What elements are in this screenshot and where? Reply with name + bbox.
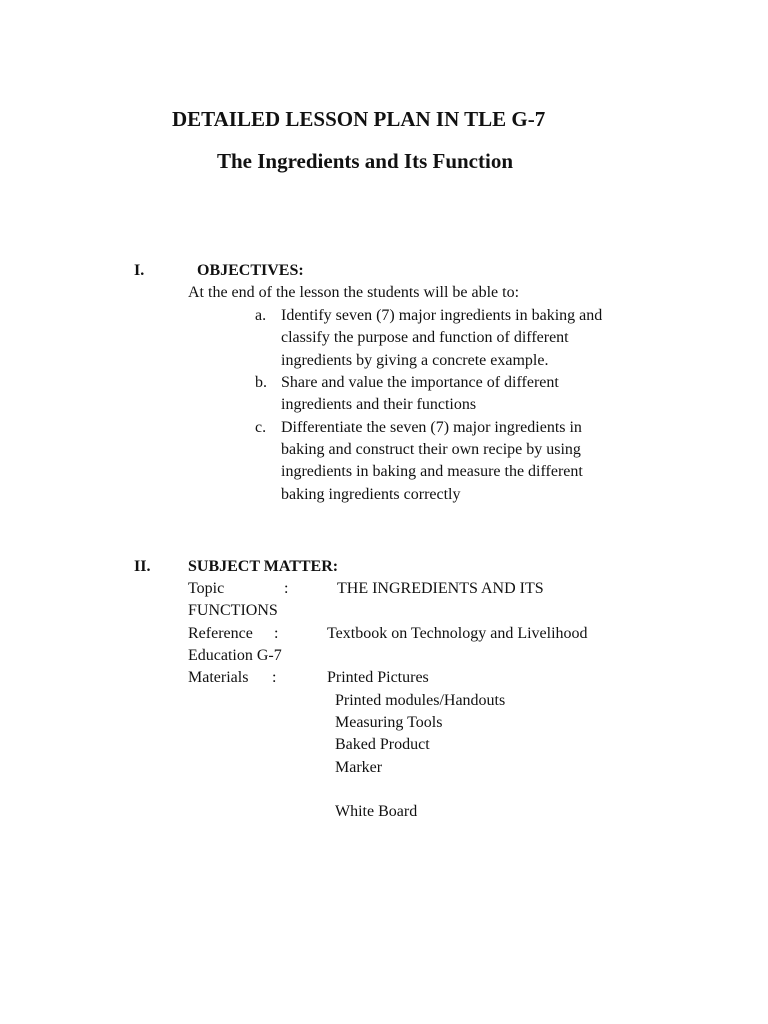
objective-line: baking ingredients correctly <box>281 486 461 503</box>
reference-colon: : <box>274 625 279 642</box>
reference-label: Reference <box>188 625 253 642</box>
reference-value: Textbook on Technology and Livelihood <box>327 625 588 642</box>
objective-line: Differentiate the seven (7) major ingredients in <box>281 419 582 436</box>
section-numeral-objectives: I. <box>134 262 145 279</box>
section-heading-subject-matter: SUBJECT MATTER: <box>188 558 339 575</box>
objective-letter: c. <box>255 419 267 436</box>
section-heading-objectives: OBJECTIVES: <box>197 262 304 279</box>
section-numeral-subject-matter: II. <box>134 558 151 575</box>
materials-colon: : <box>272 669 277 686</box>
objectives-intro: At the end of the lesson the students will be able to: <box>188 284 520 301</box>
objective-line: ingredients and their functions <box>281 396 477 413</box>
objective-line: baking and construct their own recipe by using <box>281 441 581 458</box>
material-item: Baked Product <box>335 736 430 753</box>
material-item: Printed modules/Handouts <box>335 692 506 709</box>
topic-label: Topic <box>188 580 225 597</box>
material-item: Measuring Tools <box>335 714 443 731</box>
materials-label: Materials <box>188 669 249 686</box>
objective-line: classify the purpose and function of different <box>281 329 569 346</box>
topic-colon: : <box>284 580 289 597</box>
material-item: Marker <box>335 759 383 776</box>
material-item: White Board <box>335 803 418 820</box>
reference-value-continued: Education G-7 <box>188 647 282 664</box>
objective-letter: b. <box>255 374 267 391</box>
objective-line: Identify seven (7) major ingredients in baking and <box>281 307 603 324</box>
objective-letter: a. <box>255 307 267 324</box>
material-item: Printed Pictures <box>327 669 429 686</box>
topic-value-continued: FUNCTIONS <box>188 602 278 619</box>
objective-line: ingredients in baking and measure the different <box>281 463 583 480</box>
document-title: DETAILED LESSON PLAN IN TLE G-7 <box>172 107 546 131</box>
objective-line: ingredients by giving a concrete example. <box>281 352 549 369</box>
topic-value: THE INGREDIENTS AND ITS <box>337 580 544 597</box>
document-subtitle: The Ingredients and Its Function <box>217 149 514 173</box>
objective-line: Share and value the importance of different <box>281 374 559 391</box>
